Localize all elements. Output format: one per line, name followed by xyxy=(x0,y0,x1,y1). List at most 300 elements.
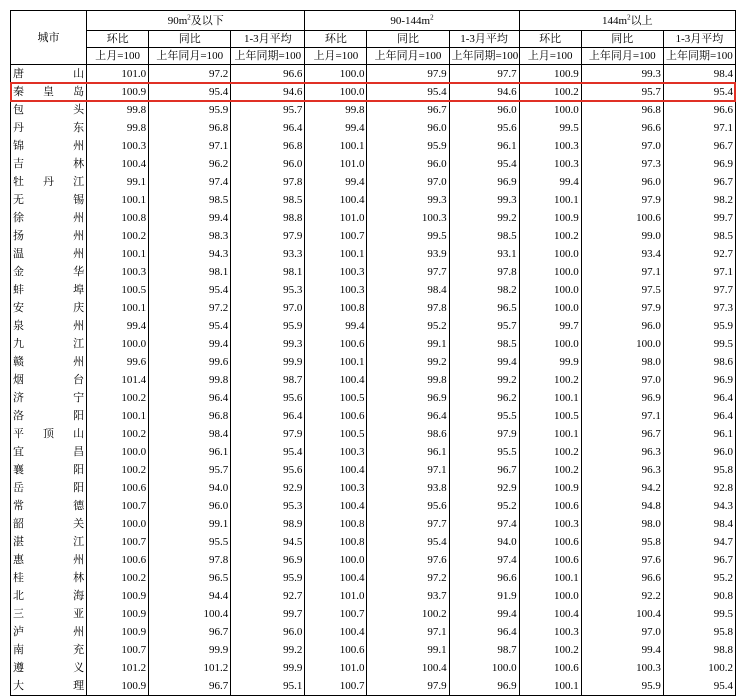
value-cell: 96.3 xyxy=(581,461,663,479)
value-cell: 100.1 xyxy=(305,245,367,263)
value-cell: 96.6 xyxy=(231,65,305,84)
value-cell: 95.7 xyxy=(149,461,231,479)
value-cell: 93.8 xyxy=(367,479,449,497)
value-cell: 100.4 xyxy=(367,659,449,677)
value-cell: 100.0 xyxy=(519,299,581,317)
value-cell: 100.3 xyxy=(305,479,367,497)
value-cell: 100.4 xyxy=(305,623,367,641)
value-cell: 98.4 xyxy=(367,281,449,299)
value-cell: 96.7 xyxy=(149,677,231,696)
value-cell: 99.4 xyxy=(449,605,519,623)
base-header-avg: 上年同期=100 xyxy=(663,48,735,65)
city-name: 烟台 xyxy=(13,374,85,386)
value-cell: 100.0 xyxy=(305,551,367,569)
city-name: 包头 xyxy=(13,104,85,116)
value-cell: 100.0 xyxy=(519,587,581,605)
table-row xyxy=(11,425,736,443)
table-row xyxy=(11,281,736,299)
value-cell: 100.5 xyxy=(305,425,367,443)
base-header-mom: 上月=100 xyxy=(519,48,581,65)
value-cell: 99.1 xyxy=(367,641,449,659)
table-row xyxy=(11,551,736,569)
value-cell: 100.2 xyxy=(87,569,149,587)
sub-header-avg: 1-3月平均 xyxy=(663,31,735,48)
value-cell: 97.0 xyxy=(581,137,663,155)
value-cell: 100.3 xyxy=(305,443,367,461)
value-cell: 100.9 xyxy=(519,209,581,227)
city-name: 锦州 xyxy=(13,140,85,152)
value-cell: 97.5 xyxy=(581,281,663,299)
city-name: 惠州 xyxy=(13,554,85,566)
value-cell: 95.5 xyxy=(149,533,231,551)
city-cell xyxy=(11,533,87,551)
value-cell: 94.4 xyxy=(149,587,231,605)
value-cell: 98.3 xyxy=(149,227,231,245)
value-cell: 100.6 xyxy=(87,551,149,569)
value-cell: 98.1 xyxy=(231,263,305,281)
value-cell: 96.5 xyxy=(149,569,231,587)
value-cell: 100.9 xyxy=(87,587,149,605)
value-cell: 93.1 xyxy=(449,245,519,263)
value-cell: 96.0 xyxy=(149,497,231,515)
value-cell: 96.7 xyxy=(663,173,735,191)
city-name: 遵义 xyxy=(13,662,85,674)
city-cell xyxy=(11,245,87,263)
table-row xyxy=(11,641,736,659)
value-cell: 99.3 xyxy=(367,191,449,209)
value-cell: 96.6 xyxy=(581,569,663,587)
value-cell: 100.4 xyxy=(519,605,581,623)
value-cell: 99.4 xyxy=(305,173,367,191)
value-cell: 98.6 xyxy=(663,353,735,371)
value-cell: 99.8 xyxy=(87,101,149,119)
city-cell xyxy=(11,137,87,155)
value-cell: 96.4 xyxy=(449,623,519,641)
city-name: 九江 xyxy=(13,338,85,350)
table-row xyxy=(11,515,736,533)
value-cell: 97.8 xyxy=(367,299,449,317)
value-cell: 99.5 xyxy=(663,335,735,353)
value-cell: 99.0 xyxy=(581,227,663,245)
city-cell xyxy=(11,677,87,696)
value-cell: 100.3 xyxy=(305,263,367,281)
value-cell: 98.5 xyxy=(449,227,519,245)
city-cell xyxy=(11,155,87,173)
value-cell: 95.8 xyxy=(663,623,735,641)
value-cell: 99.8 xyxy=(149,371,231,389)
value-cell: 100.2 xyxy=(519,227,581,245)
sub-header-avg: 1-3月平均 xyxy=(449,31,519,48)
city-cell xyxy=(11,407,87,425)
city-cell xyxy=(11,389,87,407)
value-cell: 95.6 xyxy=(367,497,449,515)
value-cell: 99.4 xyxy=(519,173,581,191)
value-cell: 100.5 xyxy=(87,281,149,299)
value-cell: 96.4 xyxy=(149,389,231,407)
city-name: 常德 xyxy=(13,500,85,512)
table-row xyxy=(11,605,736,623)
value-cell: 100.3 xyxy=(519,623,581,641)
value-cell: 99.3 xyxy=(581,65,663,84)
value-cell: 96.8 xyxy=(581,101,663,119)
value-cell: 100.3 xyxy=(87,137,149,155)
value-cell: 100.0 xyxy=(519,281,581,299)
value-cell: 100.0 xyxy=(87,443,149,461)
value-cell: 100.0 xyxy=(449,659,519,677)
value-cell: 96.7 xyxy=(367,101,449,119)
city-cell xyxy=(11,515,87,533)
value-cell: 100.4 xyxy=(305,191,367,209)
value-cell: 96.6 xyxy=(449,569,519,587)
value-cell: 94.7 xyxy=(663,533,735,551)
value-cell: 92.7 xyxy=(231,587,305,605)
city-cell xyxy=(11,623,87,641)
value-cell: 99.8 xyxy=(367,371,449,389)
table-row xyxy=(11,335,736,353)
table-row xyxy=(11,173,736,191)
value-cell: 97.9 xyxy=(367,65,449,84)
value-cell: 98.4 xyxy=(663,65,735,84)
value-cell: 96.8 xyxy=(149,119,231,137)
value-cell: 100.6 xyxy=(581,209,663,227)
table-row xyxy=(11,245,736,263)
base-header-mom: 上月=100 xyxy=(305,48,367,65)
value-cell: 100.0 xyxy=(305,65,367,84)
value-cell: 96.1 xyxy=(149,443,231,461)
value-cell: 100.5 xyxy=(305,389,367,407)
city-name: 唐山 xyxy=(13,68,85,80)
city-cell xyxy=(11,551,87,569)
value-cell: 100.4 xyxy=(149,605,231,623)
value-cell: 100.4 xyxy=(305,497,367,515)
value-cell: 95.4 xyxy=(231,443,305,461)
value-cell: 95.4 xyxy=(149,281,231,299)
table-row xyxy=(11,389,736,407)
value-cell: 98.2 xyxy=(663,191,735,209)
value-cell: 100.1 xyxy=(519,191,581,209)
value-cell: 97.3 xyxy=(581,155,663,173)
value-cell: 100.8 xyxy=(87,209,149,227)
value-cell: 100.3 xyxy=(305,281,367,299)
value-cell: 100.2 xyxy=(519,83,581,101)
value-cell: 99.5 xyxy=(367,227,449,245)
city-name: 徐州 xyxy=(13,212,85,224)
value-cell: 100.2 xyxy=(663,659,735,677)
value-cell: 96.4 xyxy=(663,389,735,407)
value-cell: 100.4 xyxy=(305,569,367,587)
table-row xyxy=(11,317,736,335)
base-header-avg: 上年同期=100 xyxy=(231,48,305,65)
value-cell: 100.0 xyxy=(519,263,581,281)
value-cell: 97.1 xyxy=(367,623,449,641)
value-cell: 95.5 xyxy=(449,407,519,425)
city-name: 平顶山 xyxy=(13,428,85,440)
value-cell: 96.0 xyxy=(231,155,305,173)
table-row xyxy=(11,353,736,371)
value-cell: 100.3 xyxy=(519,515,581,533)
value-cell: 100.2 xyxy=(367,605,449,623)
sub-header-yoy: 同比 xyxy=(149,31,231,48)
city-name: 丹东 xyxy=(13,122,85,134)
value-cell: 95.5 xyxy=(449,443,519,461)
value-cell: 100.1 xyxy=(305,137,367,155)
city-name: 赣州 xyxy=(13,356,85,368)
value-cell: 96.7 xyxy=(449,461,519,479)
value-cell: 98.8 xyxy=(231,209,305,227)
value-cell: 96.0 xyxy=(231,623,305,641)
value-cell: 97.8 xyxy=(231,173,305,191)
value-cell: 96.8 xyxy=(231,137,305,155)
value-cell: 97.4 xyxy=(449,515,519,533)
city-cell xyxy=(11,299,87,317)
value-cell: 97.0 xyxy=(581,371,663,389)
value-cell: 100.3 xyxy=(519,155,581,173)
table-row xyxy=(11,443,736,461)
value-cell: 97.2 xyxy=(149,65,231,84)
value-cell: 96.0 xyxy=(581,173,663,191)
value-cell: 100.6 xyxy=(305,335,367,353)
value-cell: 100.6 xyxy=(305,641,367,659)
value-cell: 99.3 xyxy=(231,335,305,353)
value-cell: 96.0 xyxy=(449,101,519,119)
value-cell: 100.2 xyxy=(519,461,581,479)
value-cell: 100.6 xyxy=(519,551,581,569)
value-cell: 96.0 xyxy=(663,443,735,461)
value-cell: 96.9 xyxy=(367,389,449,407)
value-cell: 96.9 xyxy=(231,551,305,569)
value-cell: 100.1 xyxy=(519,389,581,407)
value-cell: 98.5 xyxy=(449,335,519,353)
sub-header-mom: 环比 xyxy=(87,31,149,48)
value-cell: 94.5 xyxy=(231,533,305,551)
value-cell: 98.4 xyxy=(663,515,735,533)
value-cell: 100.0 xyxy=(519,245,581,263)
value-cell: 96.9 xyxy=(663,371,735,389)
value-cell: 97.1 xyxy=(581,263,663,281)
value-cell: 100.3 xyxy=(87,263,149,281)
value-cell: 97.9 xyxy=(581,191,663,209)
value-cell: 100.2 xyxy=(87,389,149,407)
value-cell: 95.2 xyxy=(449,497,519,515)
value-cell: 100.2 xyxy=(87,425,149,443)
table-row xyxy=(11,191,736,209)
city-name: 南充 xyxy=(13,644,85,656)
value-cell: 96.0 xyxy=(367,155,449,173)
value-cell: 101.4 xyxy=(87,371,149,389)
table-row xyxy=(11,137,736,155)
value-cell: 94.6 xyxy=(231,83,305,101)
value-cell: 95.3 xyxy=(231,497,305,515)
value-cell: 95.1 xyxy=(231,677,305,696)
table-row xyxy=(11,659,736,677)
table-row xyxy=(11,83,736,101)
city-name: 安庆 xyxy=(13,302,85,314)
group-header-medium: $90-144m^2$ xyxy=(305,11,519,31)
city-cell xyxy=(11,281,87,299)
value-cell: 100.4 xyxy=(305,371,367,389)
value-cell: 95.9 xyxy=(231,317,305,335)
value-cell: 100.0 xyxy=(305,83,367,101)
value-cell: 100.6 xyxy=(519,533,581,551)
city-column-header: 城市 xyxy=(11,11,87,65)
value-cell: 100.7 xyxy=(305,605,367,623)
value-cell: 100.8 xyxy=(305,515,367,533)
value-cell: 99.9 xyxy=(231,659,305,677)
value-cell: 100.4 xyxy=(581,605,663,623)
value-cell: 98.6 xyxy=(367,425,449,443)
value-cell: 100.3 xyxy=(519,137,581,155)
value-cell: 97.1 xyxy=(367,461,449,479)
sub-header-yoy: 同比 xyxy=(581,31,663,48)
value-cell: 95.4 xyxy=(149,83,231,101)
value-cell: 92.9 xyxy=(231,479,305,497)
value-cell: 99.5 xyxy=(663,605,735,623)
value-cell: 96.4 xyxy=(663,407,735,425)
value-cell: 95.8 xyxy=(581,533,663,551)
value-cell: 97.4 xyxy=(149,173,231,191)
value-cell: 99.4 xyxy=(149,335,231,353)
table-row xyxy=(11,119,736,137)
value-cell: 93.7 xyxy=(367,587,449,605)
city-name: 洛阳 xyxy=(13,410,85,422)
value-cell: 95.4 xyxy=(663,677,735,696)
value-cell: 98.2 xyxy=(449,281,519,299)
value-cell: 98.4 xyxy=(149,425,231,443)
value-cell: 95.9 xyxy=(663,317,735,335)
value-cell: 100.2 xyxy=(519,371,581,389)
value-cell: 99.6 xyxy=(87,353,149,371)
base-header-avg: 上年同期=100 xyxy=(449,48,519,65)
value-cell: 99.7 xyxy=(519,317,581,335)
value-cell: 97.9 xyxy=(449,425,519,443)
city-cell xyxy=(11,497,87,515)
city-name: 济宁 xyxy=(13,392,85,404)
value-cell: 101.2 xyxy=(149,659,231,677)
value-cell: 95.7 xyxy=(581,83,663,101)
value-cell: 91.9 xyxy=(449,587,519,605)
value-cell: 100.1 xyxy=(87,407,149,425)
value-cell: 99.2 xyxy=(449,371,519,389)
sub-header-mom: 环比 xyxy=(519,31,581,48)
table-row xyxy=(11,155,736,173)
value-cell: 100.8 xyxy=(305,533,367,551)
city-cell xyxy=(11,263,87,281)
value-cell: 100.6 xyxy=(87,479,149,497)
table-row xyxy=(11,407,736,425)
value-cell: 94.3 xyxy=(663,497,735,515)
city-cell xyxy=(11,605,87,623)
group-header-large: $144m^2$以上 xyxy=(519,11,735,31)
city-cell xyxy=(11,479,87,497)
value-cell: 97.9 xyxy=(581,299,663,317)
city-name: 湛江 xyxy=(13,536,85,548)
value-cell: 96.0 xyxy=(581,317,663,335)
table-row xyxy=(11,227,736,245)
value-cell: 96.2 xyxy=(149,155,231,173)
value-cell: 95.2 xyxy=(367,317,449,335)
value-cell: 99.4 xyxy=(581,641,663,659)
value-cell: 101.0 xyxy=(87,65,149,84)
value-cell: 97.7 xyxy=(367,515,449,533)
table-row xyxy=(11,569,736,587)
value-cell: 96.9 xyxy=(449,677,519,696)
city-name: 桂林 xyxy=(13,572,85,584)
value-cell: 100.1 xyxy=(305,353,367,371)
value-cell: 100.2 xyxy=(87,461,149,479)
city-cell xyxy=(11,335,87,353)
city-name: 北海 xyxy=(13,590,85,602)
value-cell: 100.2 xyxy=(519,641,581,659)
sub-header-yoy: 同比 xyxy=(367,31,449,48)
value-cell: 94.0 xyxy=(449,533,519,551)
table-row xyxy=(11,533,736,551)
value-cell: 95.9 xyxy=(149,101,231,119)
value-cell: 100.6 xyxy=(519,659,581,677)
city-name: 吉林 xyxy=(13,158,85,170)
city-cell xyxy=(11,119,87,137)
city-cell xyxy=(11,227,87,245)
value-cell: 100.4 xyxy=(305,461,367,479)
value-cell: 97.1 xyxy=(663,119,735,137)
value-cell: 99.3 xyxy=(449,191,519,209)
value-cell: 100.7 xyxy=(87,533,149,551)
value-cell: 93.3 xyxy=(231,245,305,263)
city-name: 泸州 xyxy=(13,626,85,638)
value-cell: 97.0 xyxy=(581,623,663,641)
table-row xyxy=(11,299,736,317)
city-name: 金华 xyxy=(13,266,85,278)
value-cell: 92.8 xyxy=(663,479,735,497)
city-name: 秦皇岛 xyxy=(13,86,85,98)
value-cell: 99.8 xyxy=(305,101,367,119)
city-name: 宜昌 xyxy=(13,446,85,458)
value-cell: 100.1 xyxy=(87,245,149,263)
value-cell: 97.2 xyxy=(149,299,231,317)
value-cell: 95.4 xyxy=(367,83,449,101)
value-cell: 101.2 xyxy=(87,659,149,677)
city-cell xyxy=(11,641,87,659)
value-cell: 97.0 xyxy=(231,299,305,317)
value-cell: 96.5 xyxy=(449,299,519,317)
value-cell: 95.8 xyxy=(663,461,735,479)
value-cell: 100.1 xyxy=(87,299,149,317)
value-cell: 95.3 xyxy=(231,281,305,299)
value-cell: 100.1 xyxy=(519,569,581,587)
value-cell: 95.4 xyxy=(367,533,449,551)
city-cell xyxy=(11,425,87,443)
value-cell: 97.4 xyxy=(449,551,519,569)
value-cell: 95.9 xyxy=(231,569,305,587)
city-cell xyxy=(11,353,87,371)
value-cell: 99.1 xyxy=(367,335,449,353)
value-cell: 100.0 xyxy=(519,101,581,119)
value-cell: 92.9 xyxy=(449,479,519,497)
city-name: 无锡 xyxy=(13,194,85,206)
value-cell: 101.0 xyxy=(305,659,367,677)
value-cell: 98.5 xyxy=(231,191,305,209)
base-header-yoy: 上年同月=100 xyxy=(581,48,663,65)
value-cell: 95.7 xyxy=(231,101,305,119)
value-cell: 97.9 xyxy=(231,227,305,245)
value-cell: 99.9 xyxy=(519,353,581,371)
city-cell xyxy=(11,101,87,119)
value-cell: 94.0 xyxy=(149,479,231,497)
value-cell: 97.7 xyxy=(663,281,735,299)
value-cell: 95.9 xyxy=(367,137,449,155)
value-cell: 100.9 xyxy=(87,623,149,641)
value-cell: 100.9 xyxy=(519,479,581,497)
value-cell: 101.0 xyxy=(305,209,367,227)
